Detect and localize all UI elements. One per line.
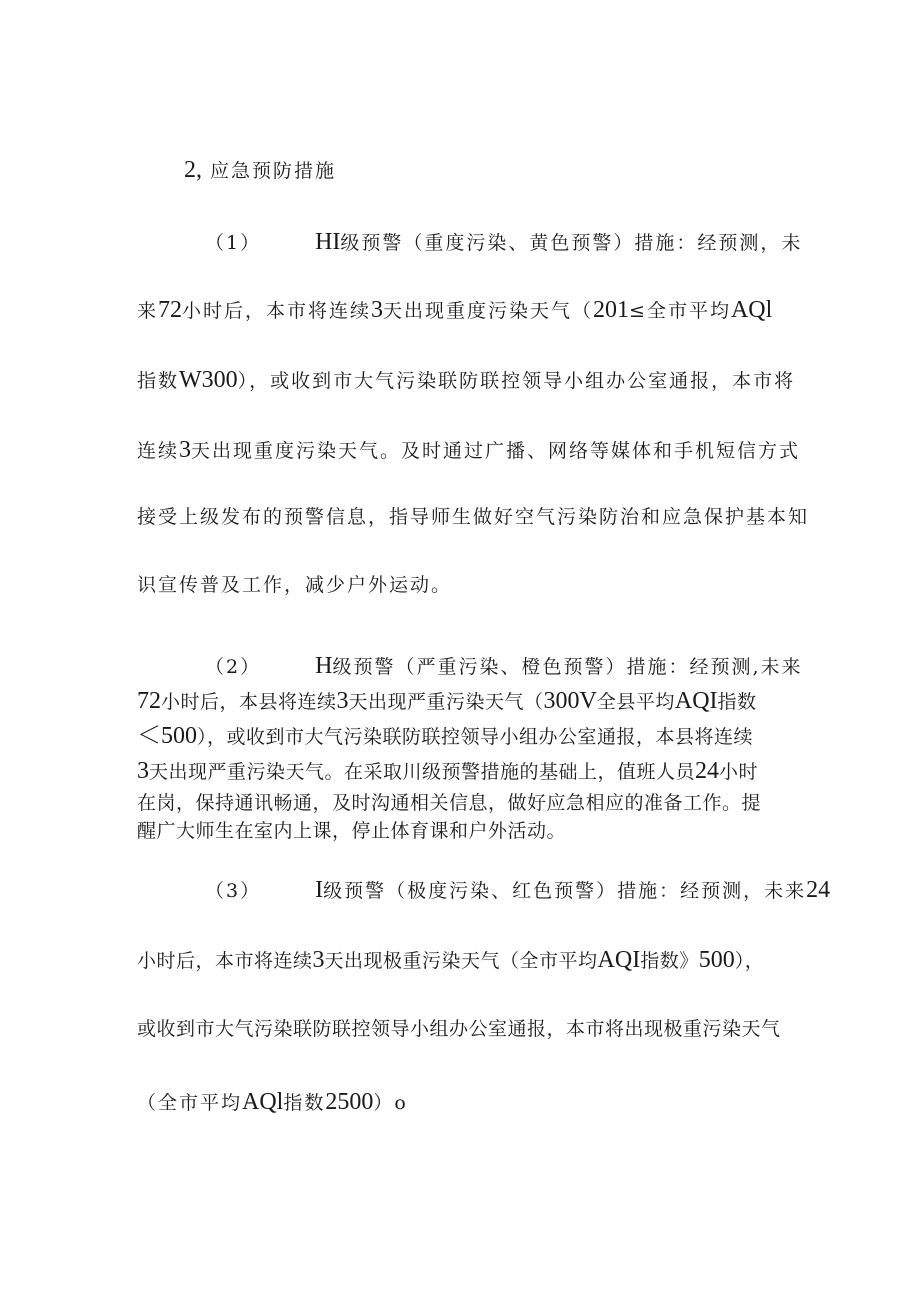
section3-label: （3） bbox=[205, 880, 262, 902]
section1-number: W300 bbox=[179, 367, 238, 393]
section3-text: ）o bbox=[373, 1092, 408, 1114]
heading-number: 2, bbox=[184, 157, 202, 183]
section1-text: 连续 bbox=[137, 440, 180, 462]
section3-text: 指数 bbox=[283, 1092, 326, 1114]
section2-text: 小时 bbox=[719, 761, 759, 783]
section2-line5 bbox=[137, 794, 761, 813]
section3-text: 或收到市大气污染联防联控领导小组办公室通报，本市将出现极重污染天气 bbox=[137, 1018, 781, 1040]
section3-line4 bbox=[137, 1090, 408, 1114]
section3-text: ）， bbox=[734, 950, 765, 972]
section2-text: 全县平均 bbox=[596, 691, 675, 713]
section3-number: 24 bbox=[806, 877, 831, 903]
section1-text: 识宣传普及工作，减少户外运动。 bbox=[137, 574, 453, 596]
section3-text: 天出现极重污染天气（全市平均 bbox=[324, 950, 598, 972]
section2-number: 300V bbox=[543, 688, 597, 714]
section1-line5 bbox=[137, 508, 809, 527]
section2-number: 24 bbox=[695, 758, 720, 784]
section1-line3 bbox=[137, 368, 795, 392]
section2-text: 指数 bbox=[717, 691, 757, 713]
section1-number: 3 bbox=[179, 437, 192, 463]
section1-text: 来 bbox=[137, 300, 159, 322]
section1-line4 bbox=[137, 438, 800, 462]
section1-text: 指数 bbox=[137, 370, 180, 392]
section3-level: I bbox=[315, 877, 324, 903]
section2-line6 bbox=[137, 822, 566, 841]
section1-number: 201 bbox=[593, 297, 630, 323]
section2-text: 天出现严重污染天气（ bbox=[348, 691, 544, 713]
section1-text: 级预警（重度污染、黄色预警）措施：经预测，未 bbox=[340, 232, 803, 254]
section1-text: ），或收到市大气污染联防联控领导小组办公室通报，本市将 bbox=[237, 370, 796, 392]
section3-line2 bbox=[137, 948, 764, 972]
section2-text: 级预警（严重污染、橙色预警）措施：经预测,未来 bbox=[332, 656, 803, 678]
section2-line2 bbox=[137, 689, 757, 713]
section2-line4 bbox=[137, 759, 758, 783]
section2-number: ＜500 bbox=[137, 723, 197, 749]
section1-number: AQl bbox=[730, 297, 773, 323]
section-heading bbox=[184, 158, 336, 182]
section2-number: AQI bbox=[674, 688, 718, 714]
section2-line1 bbox=[205, 654, 802, 678]
section1-line1 bbox=[205, 230, 802, 254]
section3-number: AQI bbox=[597, 947, 641, 973]
section3-line1 bbox=[205, 878, 830, 902]
section3-text: 小时后，本市将连续 bbox=[137, 950, 313, 972]
section1-text: 天出现重度污染天气（ bbox=[383, 300, 594, 322]
section1-label: （1） bbox=[205, 232, 262, 254]
section2-text: 在岗，保持通讯畅通，及时沟通相关信息，做好应急相应的准备工作。提 bbox=[137, 792, 762, 814]
section2-level: H bbox=[315, 653, 333, 679]
section3-line3 bbox=[137, 1020, 781, 1039]
heading-title: 应急预防措施 bbox=[210, 160, 337, 182]
section1-text: 小时后，本市将连续 bbox=[182, 300, 372, 322]
section2-text: 醒广大师生在室内上课，停止体育课和户外活动。 bbox=[137, 820, 567, 842]
section2-text: ），或收到市大气污染联防联控领导小组办公室通报，本县将连续 bbox=[197, 726, 754, 748]
section1-number: 3 bbox=[371, 297, 384, 323]
section2-number: 3 bbox=[336, 688, 349, 714]
section3-text: 指数》 bbox=[640, 950, 699, 972]
section3-number: 3 bbox=[312, 947, 325, 973]
section2-text: 小时后，本县将连续 bbox=[161, 691, 337, 713]
section2-number: 72 bbox=[137, 688, 161, 714]
section3-number: AQl bbox=[242, 1089, 284, 1115]
section1-text: 接受上级发布的预警信息，指导师生做好空气污染防治和应急保护基本知 bbox=[137, 506, 810, 528]
section3-text: （全市平均 bbox=[137, 1092, 243, 1114]
section3-text: 级预警（极度污染、红色预警）措施：经预测，未来 bbox=[323, 880, 807, 902]
section1-line2 bbox=[137, 298, 772, 322]
section3-number: 500 bbox=[698, 947, 735, 973]
section2-label: （2） bbox=[205, 656, 262, 678]
section1-line6 bbox=[137, 576, 452, 595]
section1-number: 72 bbox=[158, 297, 183, 323]
section1-text: 天出现重度污染天气。及时通过广播、网络等媒体和手机短信方式 bbox=[191, 440, 801, 462]
section1-level: HI bbox=[315, 229, 341, 255]
section1-text: ≤全市平均 bbox=[629, 300, 731, 322]
section2-line3 bbox=[137, 724, 753, 748]
section2-number: 3 bbox=[137, 758, 149, 784]
section2-text: 天出现严重污染天气。在采取川级预警措施的基础上，值班人员 bbox=[149, 761, 696, 783]
section3-number: 2500 bbox=[325, 1089, 374, 1115]
